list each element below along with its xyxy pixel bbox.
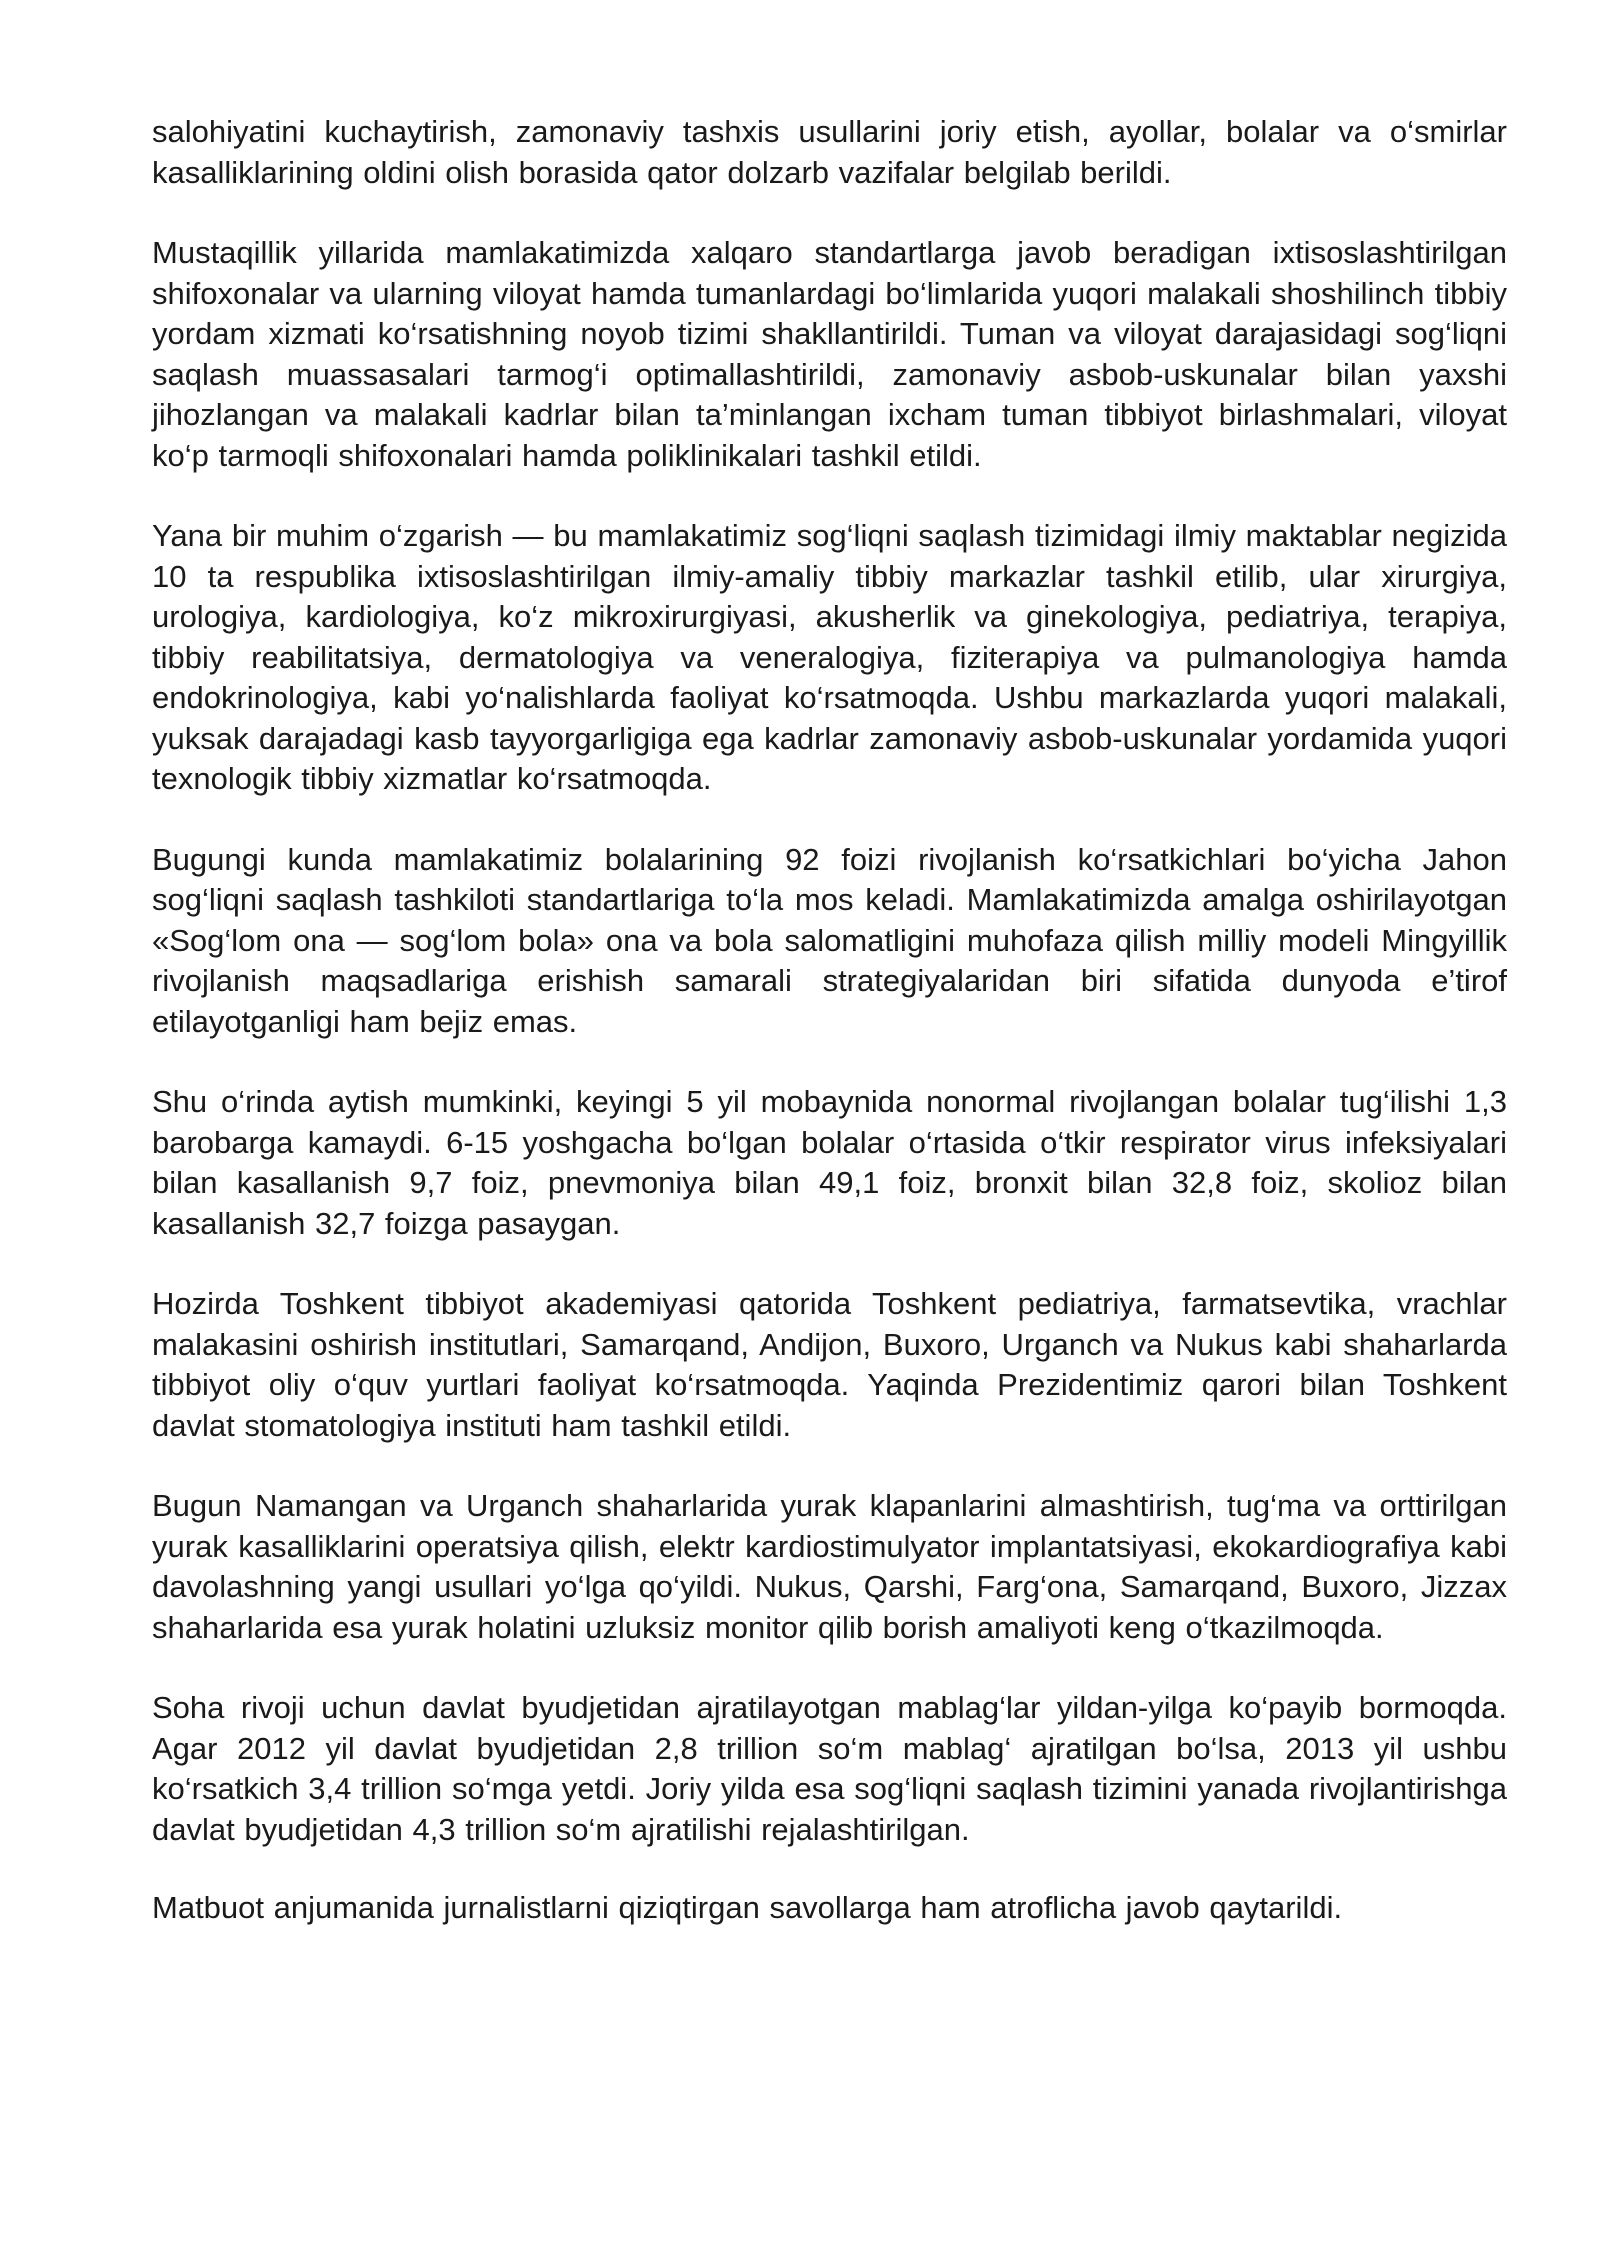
document-body <box>152 112 1507 1969</box>
paragraph-2: Mustaqillik yillarida mamlakatimizda xalqaro standartlarga javob beradigan ixtisoslashtirilgan shifoxonalar va ularning viloyat hamda tumanlardagi bo‘limlarida yuqori malakali shoshilinch tibbiy yordam xizmati ko‘rsatishning noyob tizimi shakllantirildi. Tuman va viloyat darajasidagi sog‘liqni saqlash muassasalari tarmog‘i optimallashtirildi, zamonaviy asbob-uskunalar bilan yaxshi jihozlangan va malakali kadrlar bilan ta’minlangan ixcham tuman tibbiyot birlashmalari, viloyat ko‘p tarmoqli shifoxonalari hamda poliklinikalari tashkil etildi. <box>152 235 1507 473</box>
paragraph-8: Soha rivoji uchun davlat byudjetidan ajratilayotgan mablag‘lar yildan-yilga ko‘payib bormoqda. Agar 2012 yil davlat byudjetidan 2,8 trillion so‘m mablag‘ ajratilgan bo‘lsa, 2013 yil ushbu ko‘rsatkich 3,4 trillion so‘mga yetdi. Joriy yilda esa sog‘liqni saqlash tizimini yanada rivojlantirishga davlat byudjetidan 4,3 trillion so‘m ajratilishi rejalashtirilgan. <box>152 1690 1507 1847</box>
paragraph-7: Bugun Namangan va Urganch shaharlarida yurak klapanlarini almashtirish, tug‘ma va orttirilgan yurak kasalliklarini operatsiya qilish, elektr kardiostimulyator implantatsiyasi, ekokardiografiya kabi davolashning yangi usullari yo‘lga qo‘yildi. Nukus, Qarshi, Farg‘ona, Samarqand, Buxoro, Jizzax shaharlarida esa yurak holatini uzluksiz monitor qilib borish amaliyoti keng o‘tkazilmoqda. <box>152 1488 1507 1645</box>
paragraph-1: salohiyatini kuchaytirish, zamonaviy tashxis usullarini joriy etish, ayollar, bolalar va o‘smirlar kasalliklarining oldini olish borasida qator dolzarb vazifalar belgilab berildi. <box>152 114 1507 190</box>
paragraph-5: Shu o‘rinda aytish mumkinki, keyingi 5 yil mobaynida nonormal rivojlangan bolalar tug‘ilishi 1,3 barobarga kamaydi. 6-15 yoshgacha bo‘lgan bolalar o‘rtasida o‘tkir respirator virus infeksiyalari bilan kasallanish 9,7 foiz, pnevmoniya bilan 49,1 foiz, bronxit bilan 32,8 foiz, skolioz bilan kasallanish 32,7 foizga pasaygan. <box>152 1084 1507 1241</box>
paragraph-3: Yana bir muhim o‘zgarish — bu mamlakatimiz sog‘liqni saqlash tizimidagi ilmiy maktablar negizida 10 ta respublika ixtisoslashtirilgan ilmiy-amaliy tibbiy markazlar tashkil etilib, ular xirurgiya, urologiya, kardiologiya, ko‘z mikroxirurgiyasi, akusherlik va ginekologiya, pediatriya, terapiya, tibbiy reabilitatsiya, dermatologiya va veneralogiya, fiziterapiya va pulmanologiya hamda endokrinologiya, kabi yo‘nalishlarda faoliyat ko‘rsatmoqda. Ushbu markazlarda yuqori malakali, yuksak darajadagi kasb tayyorgarligiga ega kadrlar zamonaviy asbob-uskunalar yordamida yuqori texnologik tibbiy xizmatlar ko‘rsatmoqda. <box>152 518 1507 796</box>
paragraph-6: Hozirda Toshkent tibbiyot akademiyasi qatorida Toshkent pediatriya, farmatsevtika, vrachlar malakasini oshirish institutlari, Samarqand, Andijon, Buxoro, Urganch va Nukus kabi shaharlarda tibbiyot oliy o‘quv yurtlari faoliyat ko‘rsatmoqda. Yaqinda Prezidentimiz qarori bilan Toshkent davlat stomatologiya instituti ham tashkil etildi. <box>152 1286 1507 1443</box>
paragraph-4: Bugungi kunda mamlakatimiz bolalarining 92 foizi rivojlanish ko‘rsatkichlari bo‘yicha Jahon sog‘liqni saqlash tashkiloti standartlariga to‘la mos keladi. Mamlakatimizda amalga oshirilayotgan «Sog‘lom ona — sog‘lom bola» ona va bola salomatligini muhofaza qilish milliy modeli Mingyillik rivojlanish maqsadlariga erishish samarali strategiyalaridan biri sifatida dunyoda e’tirof etilayotganligi ham bejiz emas. <box>152 841 1507 1039</box>
paragraph-9: Matbuot anjumanida jurnalistlarni qiziqtirgan savollarga ham atroflicha javob qaytarildi. <box>152 1890 1343 1925</box>
